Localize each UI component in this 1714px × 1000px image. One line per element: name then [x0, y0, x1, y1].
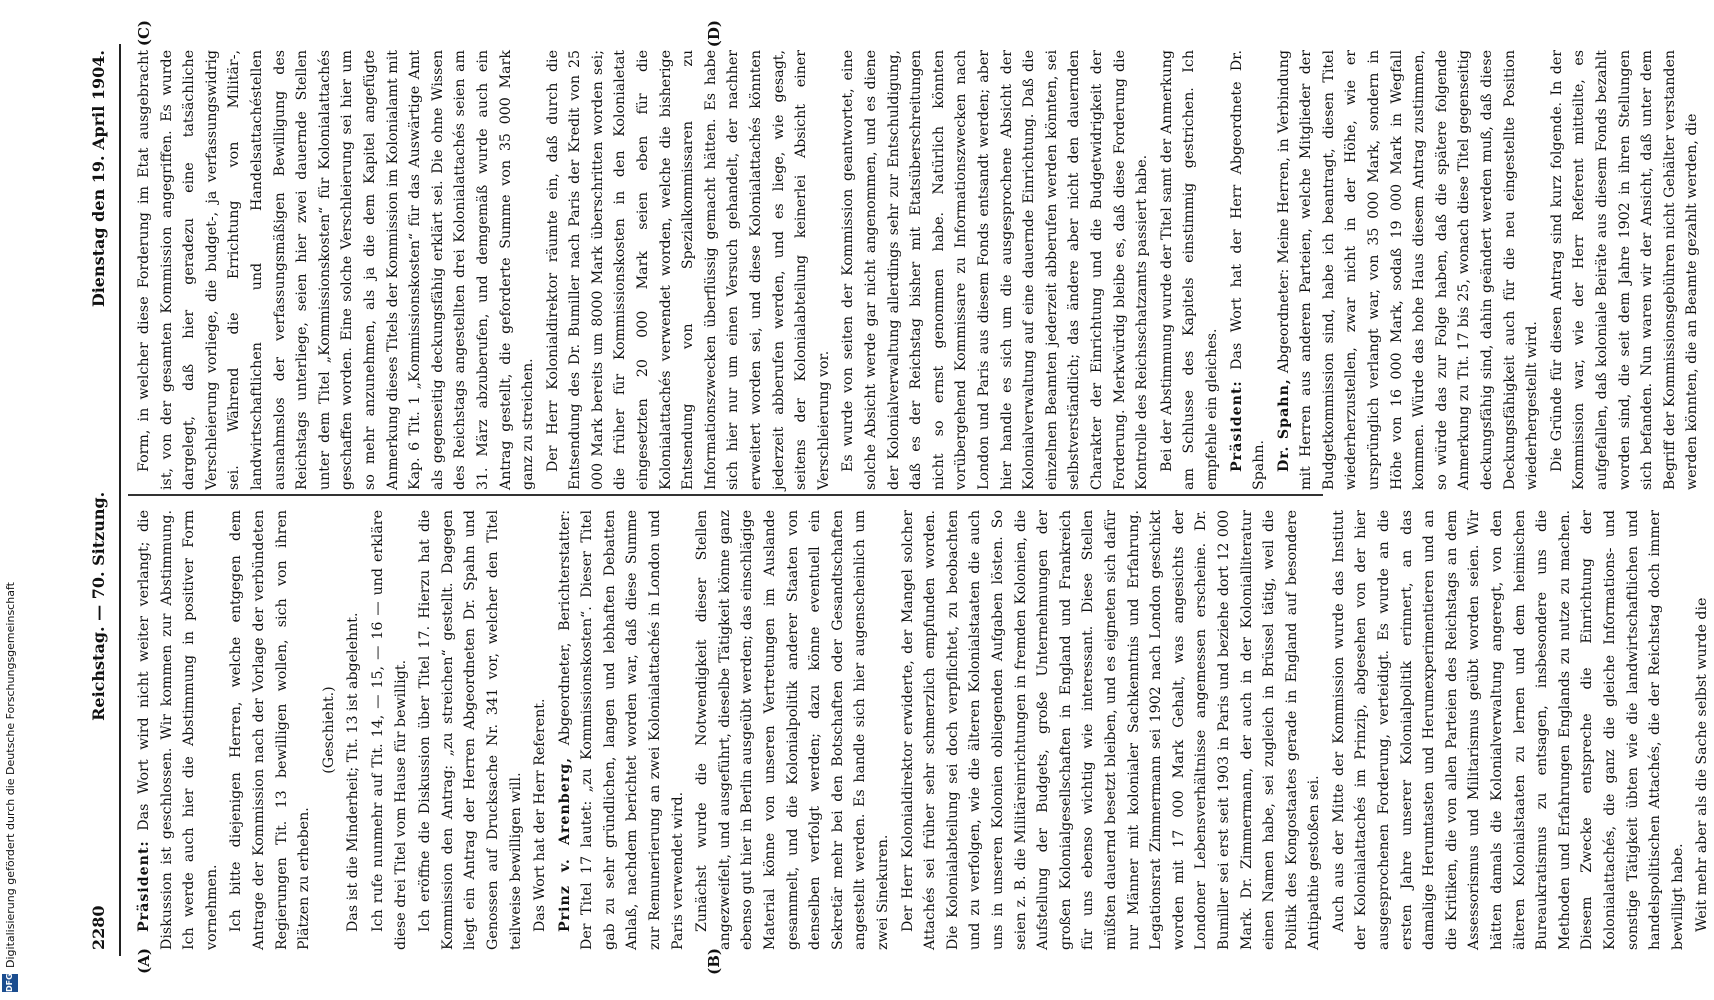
session-date: Dienstag den 19. April 1904.	[88, 50, 108, 308]
paragraph-text: Das Wort hat der Herr Referent.	[532, 698, 549, 932]
paragraph-text: Abgeordneter, Berichterstatter: Der Titel 17 lautet: „zu Kommissionskosten“. Dieser Titel gab zu sehr gründlichen, langen und lebhaften Debatten Anlaß, nachdem berichtet worden war, daß diese Summe zur Remunerierung an zwei Kolonialattachés in London und Paris verwendet wird.	[556, 510, 686, 950]
paragraph	[554, 510, 690, 950]
dfg-logo-icon: DFG	[2, 974, 18, 992]
paragraph	[1691, 510, 1714, 950]
page-number: 2280	[88, 905, 108, 950]
speaker-name: Prinz v. Arenberg,	[556, 756, 573, 932]
credit-text: Digitalisierung gefördert durch die Deutsche Forschungsgemeinschaft	[4, 582, 17, 968]
paragraph-text: Das Wort wird nicht weiter verlangt; die Diskussion ist geschlossen. Wir kommen zur Abstimmung. Ich werde auch hier die Abstimmung in positiver Form vornehmen.	[136, 510, 220, 950]
paragraph-text: Der Herr Kolonialdirektor räumte ein, daß durch die Entsendung des Dr. Bumiller nach Paris der Kredit von 25 000 Mark bereits um 8000 Mark überschritten worden sei; die früher für Kommissionskosten in den Kolonialetat eingesetzten 20 000 Mark seien eben für die Kolonialattachés verwendet worden, welche die bisherige Entsendung von Spezialkommissaren zu Informationszwecken überflüssig gemacht hätten. Es habe sich hier nur um einen Versuch gehandelt, der nachher erweitert worden sei, und diese Kolonialattachés könnten jederzeit abberufen werden, und es liege, wie gesagt, seitens der Kolonialabteilung keinerlei Absicht einer Verschleierung vor.	[544, 50, 832, 490]
speaker-name: Dr. Spahn,	[1275, 378, 1292, 472]
paragraph-text: (Geschieht.)	[320, 686, 337, 774]
paragraph-text: Weit mehr aber als die Sache selbst wurde die	[1694, 597, 1711, 932]
column-divider	[128, 494, 1323, 496]
speaker-name: Präsident:	[1228, 380, 1245, 472]
paragraph	[542, 50, 836, 490]
paragraph-text: Auch aus der Mitte der Kommission wurde das Institut der Kolonialattachés im Prinzip, abgesehen von der hier ausgesprochenen Forderung, verteidigt. Es wurde an die ersten Jahre unserer Kolonialpolitik erinnert, an das damalige Herumtasten und Herumexperimentieren und an die Kritiken, die von allen Parteien des Reichstags an dem Assessorismus und Militarismus geübt worden seien. Wir hätten damals die Kolonialverwaltung angeregt, von den älteren Kolonialstaaten zu lernen und dem heimischen Bureaukratismus zu entsagen, insbesondere uns die Methoden und Erfahrungen Englands zu nutze zu machen. Diesem Zwecke entspreche die Einrichtung der Kolonialattachés, die ganz die gleiche Informations- und sonstige Tätigkeit übten wie die landwirtschaftlichen und handelspolitischen Attachés, die der Reichstag doch immer bewilligt habe.	[1330, 510, 1686, 950]
paragraph	[529, 510, 552, 950]
paragraph	[133, 510, 223, 950]
paragraph	[1328, 510, 1690, 950]
paragraph-text: Abgeordneter: Meine Herren, in Verbindung mit Herren aus anderen Parteien, welche Mitglieder der Budgetkommission sind, habe ich beantragt, diesen Titel wiederherzustellen, zwar nicht in der Höhe, wie er ursprünglich verlangt war, von 35 000 Mark, sondern in Höhe von 16 000 Mark, sodaß 19 000 Mark in Wegfall kommen. Würde das hohe Haus diesem Antrag zustimmen, so würde das zur Folge haben, daß die spätere folgende Anmerkung zu Tit. 17 bis 25, wonach diese Titel gegenseitig deckungsfähig sind, dahin geändert werden muß, daß diese Deckungsfähigkeit auch für die neu eingestellte Position wiederhergestellt wird.	[1275, 49, 1541, 490]
paragraph-text: Ich rufe nunmehr auf Tit. 14, — 15, — 16 — und erkläre diese drei Titel vom Hause für bewilligt.	[369, 510, 409, 950]
header-rule	[119, 44, 121, 956]
paragraph	[342, 510, 365, 950]
paragraph	[1156, 50, 1224, 490]
paragraph-text: Zunächst wurde die Notwendigkeit dieser Stellen angezweifelt, und ausgeführt, dieselbe Tätigkeit könne ganz ebenso gut hier in Berlin ausgeübt werden; das einschlägige Material könne von unseren Vertretungen im Auslande gesammelt, und die Kolonialpolitik anderer Staaten von denselben verfolgt werden; dazu könne eventuell ein Sekretär mehr bei den Botschaften oder Gesandtschaften angestellt werden. Es handle sich hier augenscheinlich um zwei Sinekuren.	[694, 510, 891, 950]
digitization-credit-strip	[2, 0, 20, 1000]
margin-marker-b: (B)	[705, 948, 723, 975]
paragraph-text: Ich bitte diejenigen Herren, welche entgegen dem Antrage der Kommission nach der Vorlage der verbündeten Regierungen Tit. 13 bewilligen wollen, sich von ihren Plätzen zu erheben.	[228, 510, 313, 950]
paragraph-text: Die Gründe für diesen Antrag sind kurz folgende. In der Kommission war, wie der Herr Referent mitteilte, es aufgefallen, daß koloniale Beiräte aus diesem Fonds bezahlt worden sind, die seit dem Jahre 1902 in ihren Stellungen sich befanden. Nun waren wir der Ansicht, daß unter dem Begriff der Kommissionsgebühren nicht Gehälter verstanden werden könnten, die an Beamte gezahlt werden, die	[1548, 50, 1701, 490]
paragraph	[225, 510, 315, 950]
paragraph	[414, 510, 527, 950]
left-column	[133, 510, 1711, 950]
paragraph-text: Bei der Abstimmung wurde der Titel samt der Anmerkung am Schlusse des Kapitels einstimmig gestrichen. Ich empfehle ein gleiches.	[1158, 50, 1220, 490]
paragraph	[1226, 50, 1271, 490]
right-column	[133, 49, 1701, 490]
paragraph-text: Das Wort hat der Herr Abgeordnete Dr. Spahn.	[1228, 49, 1268, 490]
margin-marker-c: (C)	[135, 20, 153, 47]
paragraph	[318, 510, 341, 950]
paragraph-text: Ich eröffne die Diskussion über Titel 17. Hierzu hat die Kommission den Antrag: „zu streichen“ gestellt. Dagegen liegt ein Antrag der Herren Abgeordneten Dr. Spahn und Genossen auf Drucksache Nr. 341 vor, welcher den Titel teilweise bewilligen will.	[417, 510, 524, 950]
running-title: Reichstag. — 70. Sitzung.	[88, 491, 108, 721]
paragraph	[1546, 50, 1704, 490]
paragraph	[1273, 50, 1544, 490]
paragraph-text: Das ist die Minderheit; Tit. 13 ist abgelehnt.	[345, 612, 362, 932]
paragraph	[897, 510, 1326, 950]
speaker-name: Präsident:	[136, 840, 152, 932]
margin-marker-a: (A)	[135, 948, 153, 974]
paragraph-text: Form, in welcher diese Forderung im Etat ausgebracht ist, von der gesamten Kommission angegriffen. Es wurde dargelegt, daß hier geradezu eine tatsächliche Verschleierung vorliege, die budget-, ja verfassungswidrig sei. Während die Errichtung von Militär-, landwirtschaftlichen und Handelsattachéstellen ausnahmslos der verfassungsmäßigen Bewilligung des Reichstags unterliege, seien hier zwei dauernde Stellen unter dem Titel „Kommissionskosten“ für Kolonialattachés geschaffen worden. Eine solche Verschleierung sei hier um so mehr anzunehmen, als ja die dem Kapitel angefügte Anmerkung dieses Titels der Kommission im Kolonialamt mit Kap. 6 Tit. 1 „Kommissionskosten“ für das Auswärtige Amt als gegenseitig deckungsfähig erklärt sei. Die ohne Wissen des Reichstags angestellten drei Kolonialattachés seien am 31. März abzuberufen, und demgemäß wurde auch ein Antrag gestellt, die geforderte Summe von 35 000 Mark ganz zu streichen.	[136, 50, 537, 490]
paragraph	[133, 50, 540, 490]
paragraph-text: Der Herr Kolonialdirektor erwiderte, der Mangel solcher Attachés sei früher sehr schmerzlich empfunden worden. Die Kolonialabteilung sei doch verpflichtet, zu beobachten und zu verfolgen, wie die älteren Kolonialstaaten die auch uns in unseren Kolonien obliegenden Aufgaben lösten. So seien z. B. die Militäreinrichtungen in fremden Kolonien, die Aufstellung der Budgets, große Unternehmungen der großen Kolonialgesellschaften in England und Frankreich für uns ebenso wichtig wie interessant. Diese Stellen müßten dauernd besetzt bleiben, und es eigneten sich dafür nur Männer mit kolonialer Sachkenntnis und Erfahrung. Legationsrat Zimmermann sei 1902 nach London geschickt worden mit 17 000 Mark Gehalt, was angesichts der Londoner Lebensverhältnisse angemessen erscheine. Dr. Bumiller sei erst seit 1903 in Paris und beziehe dort 12 000 Mark. Dr. Zimmermann, der auch in der Kolonialliteratur einen Namen habe, sei zugleich in Brüssel tätig, weil die Politik des Kongostaates gerade in England auf besondere Antipathie gestoßen sei.	[899, 510, 1323, 950]
paragraph	[367, 510, 412, 950]
margin-marker-d: (D)	[705, 20, 723, 48]
paragraph	[691, 510, 894, 950]
paragraph-text: Es wurde von seiten der Kommission geantwortet, eine solche Absicht werde gar nicht angenommen, und es diene der Kolonialverwaltung allerdings sehr zur Entschuldigung, daß es der Reichstag bisher mit Etatsüberschreitungen nicht so ernst genommen habe. Natürlich könnten vorübergehend Kommissare zu Informationszwecken nach London und Paris aus diesem Fonds entsandt werden; aber hier handle es sich um die ausgesprochene Absicht der Kolonialverwaltung auf eine dauernde Einrichtung. Daß die einzelnen Beamten jederzeit abberufen werden könnten, sei selbstverständlich; das ändere aber nicht den dauernden Charakter der Einrichtung und die Budgetwidrigkeit der Forderung. Merkwürdig bleibe es, daß diese Forderung die Kontrolle des Reichsschatzamts passiert habe.	[840, 50, 1151, 490]
paragraph	[837, 50, 1153, 490]
running-head	[83, 50, 113, 950]
